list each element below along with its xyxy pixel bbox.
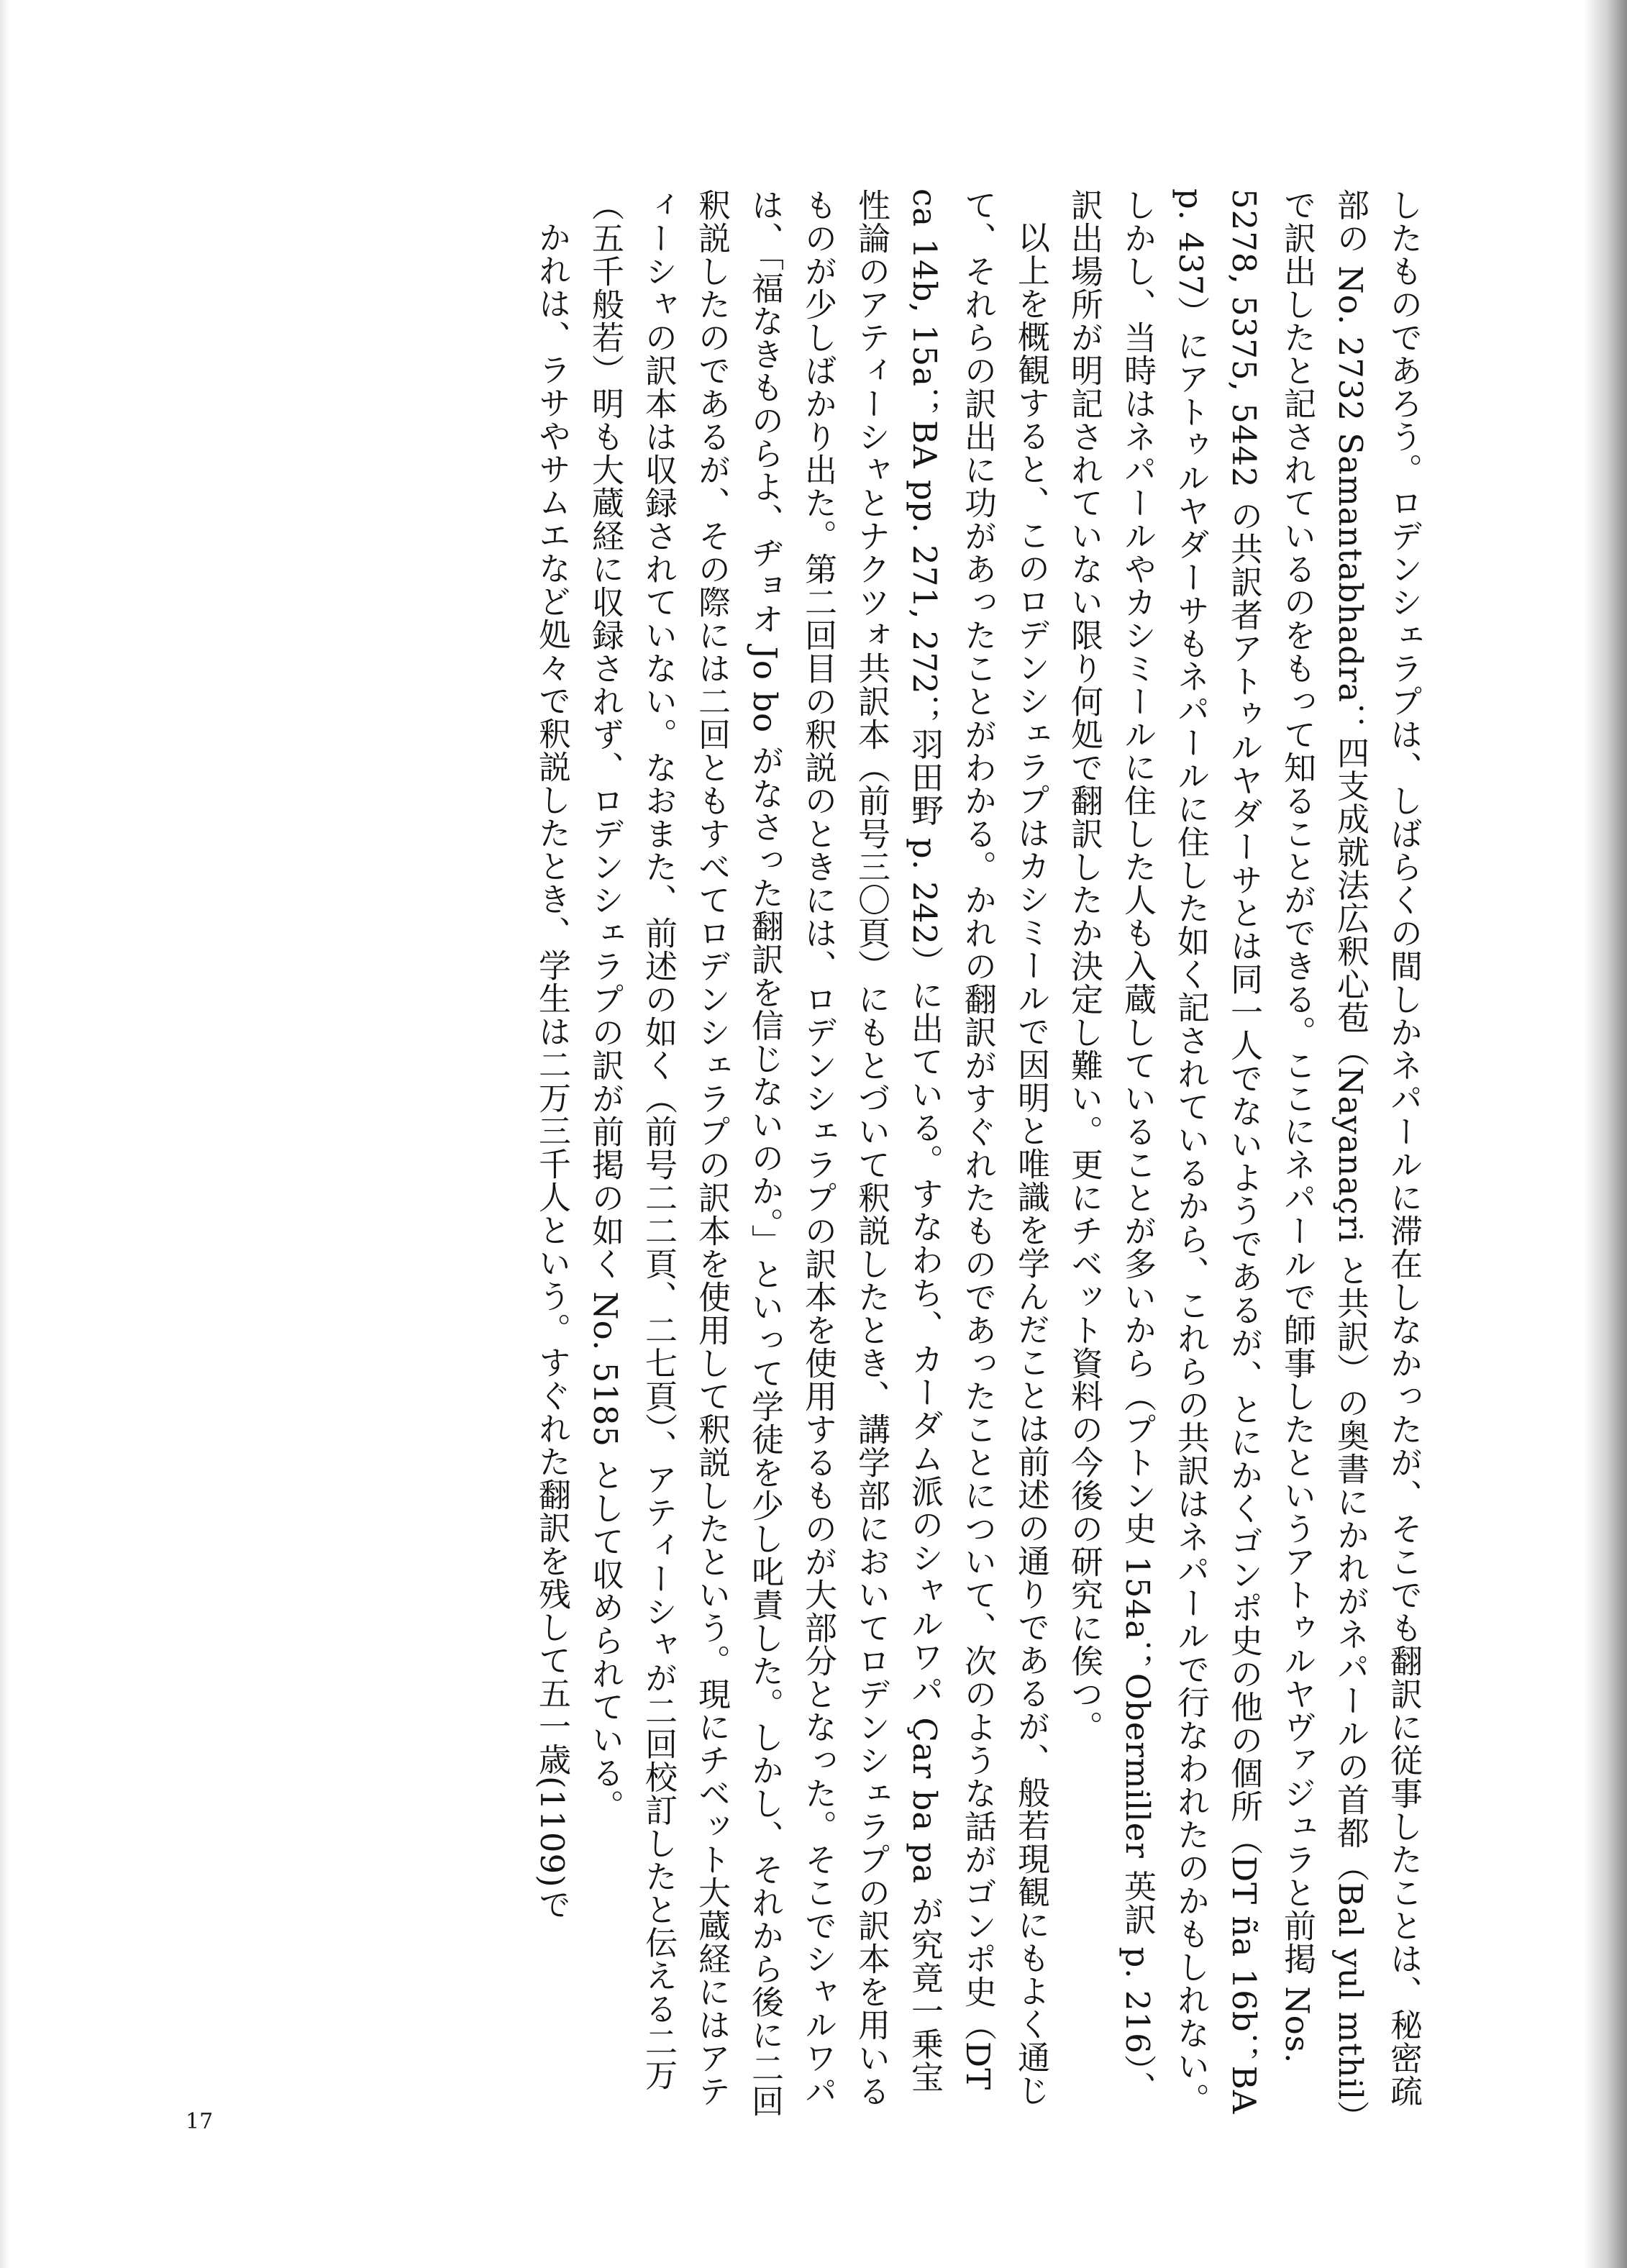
paragraph-3: かれは、ラサやサムエなど処々で釈説したとき、学生は二万三千人という。すぐれた翻訳を残して五一歳(1109)で xyxy=(533,221,571,1921)
vertical-text-body xyxy=(193,188,1430,2123)
paragraph-2: 以上を概観すると、このロデンシェラプはカシミールで因明と唯識を学んだことは前述の通りであるが、般若現観にもよく通じて、それらの訳出に功があったことがわかる。かれの翻訳がすぐれたものであったことについて、次のような話がゴンポ史（DT ca 14b, 15a；BA pp. 271, 272；羽田野 p. 242）に出ている。すなわち、カーダム派のシャルワパ Çar ba pa が究竟一乗宝性論のアティーシャとナクツォ共訳本（前号三〇頁）にもとづいて釈説したとき、講学部においてロデンシェラプの訳本を用いるものが少しばかり出た。第二回目の釈説のときには、ロデンシェラプの訳本を使用するものが大部分となった。そこでシャルワパは、「福なきものらよ、ヂョオ Jo bo がなさった翻訳を信じないのか。」といって学徒を少し叱責した。しかし、それから後に二回釈説したのであるが、その際には二回ともすべてロデンシェラプの訳本を使用して釈説したという。現にチベット大蔵経にはアティーシャの訳本は収録されていない。なおまた、前述の如く（前号二二頁、二七頁）、アティーシャが二回校訂したと伝える二万（五千般若）明も大蔵経に収録されず、ロデンシェラプの訳が前掲の如く No. 5185 として収められている。 xyxy=(586,188,1050,2118)
scan-left-edge xyxy=(0,0,10,2268)
scan-right-edge xyxy=(1584,0,1627,2268)
page-number: 17 xyxy=(186,2109,214,2134)
paragraph-1: したものであろう。ロデンシェラプは、しばらくの間しかネパールに滞在しなかったが、そこでも翻訳に従事したことは、秘密疏部の No. 2732 Samantabhadra：四支成就法広釈心苞（Nayanaçri と共訳）の奥書にかれがネパールの首都（Bal yul mthil）で訳出したと記されているのをもって知ることができる。ここにネパールで師事したというアトゥルヤヴァジュラと前掲 Nos. 5278, 5375, 5442 の共訳者アトゥルヤダーサとは同一人でないようであるが、とにかくゴンポ史の他の個所（DT ña 16b；BA p. 437）にアトゥルヤダーサもネパールに住した如く記されているから、これらの共訳はネパールで行なわれたのかもしれない。しかし、当時はネパールやカシミールに住した人も入蔵していることが多いから（プトン史 154a；Obermiller 英訳 p. 216）、訳出場所が明記されていない限り何処で翻訳したか決定し難い。更にチベット資料の今後の研究に俟つ。 xyxy=(1065,188,1423,2118)
